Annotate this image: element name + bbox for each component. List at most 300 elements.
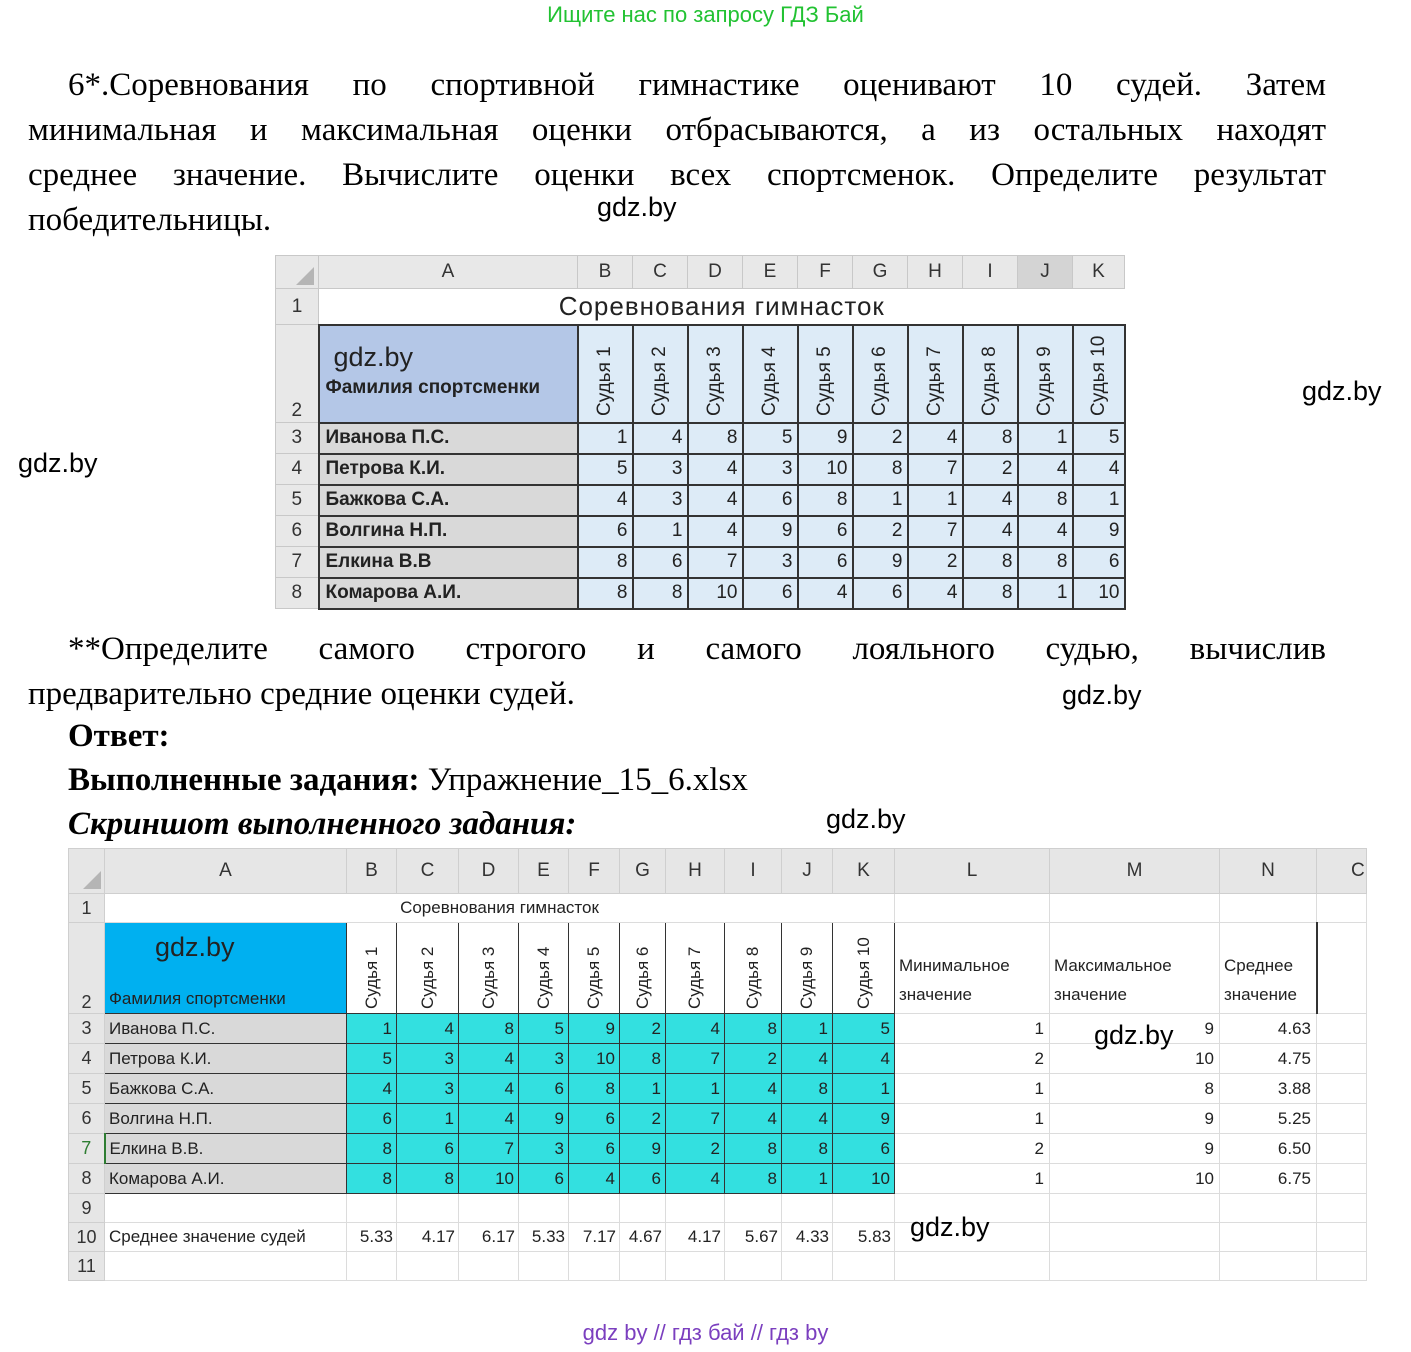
judge-avg-cell: 5.83 xyxy=(833,1223,895,1252)
watermark-3: gdz.by xyxy=(18,448,98,478)
select-all-corner[interactable] xyxy=(276,256,319,289)
score-cell: 9 xyxy=(833,1104,895,1134)
score-cell: 8 xyxy=(578,578,633,609)
empty-cell xyxy=(666,1194,725,1223)
score-cell: 4 xyxy=(459,1104,519,1134)
judge-header-label: Судья 9 xyxy=(1034,345,1055,416)
score-cell: 6 xyxy=(569,1134,620,1164)
empty-cell xyxy=(1317,1134,1367,1164)
column-header-j[interactable]: J xyxy=(1018,256,1073,289)
judge-header-label: Судья 7 xyxy=(924,345,945,416)
row-header: 6 xyxy=(276,516,319,547)
judge-header-label: Судья 9 xyxy=(797,946,816,1009)
judge-header-label: Судья 3 xyxy=(704,345,725,416)
sheet2-athlete-row xyxy=(69,1164,1367,1194)
judge-header-cell xyxy=(908,325,963,423)
score-cell: 6 xyxy=(798,516,853,547)
sheet2-row-11 xyxy=(69,1252,1367,1281)
empty-cell xyxy=(1220,1252,1317,1281)
empty-cell xyxy=(459,1194,519,1223)
task-spreadsheet xyxy=(275,255,1124,612)
avg-cell: 5.25 xyxy=(1220,1104,1317,1134)
score-cell: 9 xyxy=(743,516,798,547)
empty-cell xyxy=(620,1252,666,1281)
row-header: 10 xyxy=(69,1223,105,1252)
athlete-name: Бажкова С.А. xyxy=(319,485,578,516)
corner-triangle-icon xyxy=(81,869,101,889)
min-cell: 1 xyxy=(895,1164,1050,1194)
max-cell: 10 xyxy=(1050,1044,1220,1074)
score-cell: 1 xyxy=(620,1074,666,1104)
empty-cell xyxy=(347,1252,397,1281)
score-cell: 9 xyxy=(1073,516,1125,547)
empty-cell xyxy=(105,1252,347,1281)
score-cell: 2 xyxy=(963,454,1018,485)
judge-header-cell xyxy=(666,923,725,1014)
column-header-f[interactable]: F xyxy=(569,849,620,894)
score-cell: 8 xyxy=(347,1134,397,1164)
max-cell: 9 xyxy=(1050,1134,1220,1164)
empty-cell xyxy=(1317,1223,1367,1252)
score-cell: 2 xyxy=(620,1014,666,1044)
score-cell: 4 xyxy=(459,1044,519,1074)
min-cell: 2 xyxy=(895,1134,1050,1164)
column-header-e[interactable]: E xyxy=(519,849,569,894)
score-cell: 2 xyxy=(853,516,908,547)
task-line-2: минимальная и максимальная оценки отбрасываются, а из остальных находят xyxy=(28,112,1326,148)
empty-cell xyxy=(1317,1074,1367,1104)
judge-header-label: Судья 7 xyxy=(685,946,704,1009)
score-cell: 8 xyxy=(1018,547,1073,578)
judge-avg-cell: 4.67 xyxy=(620,1223,666,1252)
empty-cell xyxy=(1317,1194,1367,1223)
empty-cell xyxy=(397,1252,459,1281)
column-header-n[interactable]: N xyxy=(1220,849,1317,894)
column-header-a[interactable]: A xyxy=(105,849,347,894)
min-cell: 2 xyxy=(895,1044,1050,1074)
score-cell: 1 xyxy=(666,1074,725,1104)
score-cell: 8 xyxy=(459,1014,519,1044)
empty-cell xyxy=(1220,1194,1317,1223)
score-cell: 8 xyxy=(963,423,1018,454)
row-header: 3 xyxy=(69,1014,105,1044)
judge-header-cell xyxy=(569,923,620,1014)
empty-cell xyxy=(666,1252,725,1281)
judge-header-cell xyxy=(519,923,569,1014)
done-line xyxy=(68,762,748,799)
done-file: Упражнение_15_6.xlsx xyxy=(419,762,748,798)
sheet2-row-1 xyxy=(69,894,1367,923)
athlete-name: Иванова П.С. xyxy=(319,423,578,454)
score-cell: 3 xyxy=(633,485,688,516)
score-cell: 3 xyxy=(397,1074,459,1104)
column-header-j[interactable]: J xyxy=(782,849,833,894)
column-header-d[interactable]: D xyxy=(459,849,519,894)
score-cell: 8 xyxy=(347,1164,397,1194)
score-cell: 6 xyxy=(743,578,798,609)
judge-header-label: Судья 3 xyxy=(478,946,498,1009)
task-text xyxy=(28,63,1326,243)
column-header-g[interactable]: G xyxy=(853,256,908,289)
score-cell: 8 xyxy=(782,1134,833,1164)
score-cell: 10 xyxy=(833,1164,895,1194)
score-cell: 3 xyxy=(519,1044,569,1074)
athlete-name: Елкина В.В xyxy=(319,547,578,578)
score-cell: 4 xyxy=(666,1164,725,1194)
score-cell: 1 xyxy=(853,485,908,516)
min-cell: 1 xyxy=(895,1014,1050,1044)
athlete-name: Бажкова С.А. xyxy=(105,1074,347,1104)
sheet2-athlete-row xyxy=(69,1134,1367,1164)
watermark-2: gdz.by xyxy=(1302,376,1382,406)
score-cell: 5 xyxy=(833,1014,895,1044)
score-cell: 1 xyxy=(1018,578,1073,609)
score-cell: 10 xyxy=(1073,578,1125,609)
score-cell: 4 xyxy=(963,485,1018,516)
score-cell: 1 xyxy=(908,485,963,516)
score-cell: 8 xyxy=(798,485,853,516)
score-cell: 5 xyxy=(578,454,633,485)
empty-cell xyxy=(782,1194,833,1223)
empty-cell xyxy=(1317,1164,1367,1194)
score-cell: 6 xyxy=(633,547,688,578)
empty-cell xyxy=(1220,894,1317,923)
column-header-i[interactable]: I xyxy=(725,849,782,894)
watermark-1: gdz.by xyxy=(597,192,677,222)
column-header-c[interactable]: C xyxy=(1317,849,1367,894)
row-header: 1 xyxy=(276,289,319,325)
score-cell: 5 xyxy=(1073,423,1125,454)
score-cell: 4 xyxy=(725,1074,782,1104)
column-header-h[interactable]: H xyxy=(666,849,725,894)
empty-cell xyxy=(725,1252,782,1281)
score-cell: 6 xyxy=(743,485,798,516)
empty-cell xyxy=(569,1194,620,1223)
judge-header-cell xyxy=(688,325,743,423)
screenshot-label: Скриншот выполненного задания: xyxy=(68,806,577,842)
score-cell: 4 xyxy=(908,578,963,609)
score-cell: 4 xyxy=(688,516,743,547)
done-label: Выполненные задания: xyxy=(68,762,420,798)
score-cell: 7 xyxy=(908,454,963,485)
score-cell: 1 xyxy=(397,1104,459,1134)
name-header-cell xyxy=(319,325,578,423)
score-cell: 6 xyxy=(519,1164,569,1194)
score-cell: 8 xyxy=(620,1044,666,1074)
task-line-3: среднее значение. Вычислите оценки всех спортсменок. Определите результат xyxy=(28,157,1326,193)
score-cell: 1 xyxy=(578,423,633,454)
empty-cell xyxy=(725,1194,782,1223)
score-cell: 4 xyxy=(908,423,963,454)
score-cell: 8 xyxy=(397,1164,459,1194)
judge-header-cell xyxy=(397,923,459,1014)
watermark-in-cell: gdz.by xyxy=(333,342,414,372)
extra-line-1: **Определите самого строгого и самого лояльного судью, вычислив xyxy=(68,631,1326,667)
sheet1-athlete-row xyxy=(276,516,1125,547)
score-cell: 4 xyxy=(666,1014,725,1044)
column-header-i[interactable]: I xyxy=(963,256,1018,289)
judge-header-cell xyxy=(963,325,1018,423)
avg-cell: 6.50 xyxy=(1220,1134,1317,1164)
column-header-f[interactable]: F xyxy=(798,256,853,289)
min-cell: 1 xyxy=(895,1104,1050,1134)
empty-cell xyxy=(1317,1104,1367,1134)
column-header-c[interactable]: C xyxy=(397,849,459,894)
score-cell: 5 xyxy=(743,423,798,454)
judge-header-label: Судья 6 xyxy=(869,345,890,416)
row-header: 4 xyxy=(69,1044,105,1074)
empty-cell xyxy=(1220,1223,1317,1252)
score-cell: 8 xyxy=(578,547,633,578)
athlete-name: Волгина Н.П. xyxy=(105,1104,347,1134)
max-cell: 9 xyxy=(1050,1104,1220,1134)
sheet2-title: Соревнования гимнасток xyxy=(105,894,895,923)
footer-links[interactable]: gdz by // гдз бай // гдз by xyxy=(582,1320,829,1345)
extra-line-2: предварительно средние оценки судей. xyxy=(28,676,575,712)
score-cell: 7 xyxy=(908,516,963,547)
watermark-4: gdz.by xyxy=(1062,680,1142,710)
score-cell: 8 xyxy=(725,1164,782,1194)
score-cell: 3 xyxy=(743,547,798,578)
judge-header-label: Судья 10 xyxy=(853,937,873,1009)
column-header-b[interactable]: B xyxy=(347,849,397,894)
empty-cell xyxy=(1050,1252,1220,1281)
top-banner[interactable]: Ищите нас по запросу ГДЗ Бай xyxy=(547,2,864,27)
score-cell: 4 xyxy=(1073,454,1125,485)
sheet2-row-9 xyxy=(69,1194,1367,1223)
judge-avg-cell: 5.33 xyxy=(347,1223,397,1252)
judge-avg-cell: 6.17 xyxy=(459,1223,519,1252)
score-cell: 7 xyxy=(688,547,743,578)
name-header: Фамилия спортсменки xyxy=(109,989,286,1008)
judge-header-label: Судья 2 xyxy=(417,946,437,1009)
answer-label: Ответ: xyxy=(68,718,170,754)
score-cell: 4 xyxy=(633,423,688,454)
sheet1-title: Соревнования гимнасток xyxy=(319,289,1125,325)
stat-header: Минимальное значение xyxy=(895,923,1050,1014)
judge-header-label: Судья 1 xyxy=(594,345,615,416)
judge-header-cell xyxy=(782,923,833,1014)
score-cell: 9 xyxy=(853,547,908,578)
judge-header-cell xyxy=(1018,325,1073,423)
row-header: 8 xyxy=(276,578,319,609)
judge-header-cell xyxy=(833,923,895,1014)
score-cell: 4 xyxy=(578,485,633,516)
empty-cell xyxy=(833,1194,895,1223)
score-cell: 10 xyxy=(798,454,853,485)
score-cell: 8 xyxy=(725,1014,782,1044)
judge-header-cell xyxy=(347,923,397,1014)
score-cell: 4 xyxy=(1018,454,1073,485)
score-cell: 7 xyxy=(666,1104,725,1134)
score-cell: 6 xyxy=(853,578,908,609)
column-header-m[interactable]: M xyxy=(1050,849,1220,894)
corner-triangle-icon xyxy=(294,265,314,285)
athlete-name: Елкина В.В. xyxy=(105,1134,347,1164)
column-header-l[interactable]: L xyxy=(895,849,1050,894)
judge-avg-label: Среднее значение судей xyxy=(105,1223,347,1252)
judge-header-label: Судья 8 xyxy=(979,345,1000,416)
judge-avg-cell: 5.67 xyxy=(725,1223,782,1252)
column-header-b[interactable]: B xyxy=(578,256,633,289)
score-cell: 1 xyxy=(633,516,688,547)
judge-avg-cell: 4.33 xyxy=(782,1223,833,1252)
empty-cell xyxy=(1317,1044,1367,1074)
judge-avg-cell: 4.17 xyxy=(666,1223,725,1252)
score-cell: 10 xyxy=(688,578,743,609)
empty-cell xyxy=(569,1252,620,1281)
empty-cell xyxy=(895,894,1050,923)
empty-cell xyxy=(620,1194,666,1223)
empty-cell xyxy=(1050,1194,1220,1223)
sheet1-row-1 xyxy=(276,289,1125,325)
score-cell: 4 xyxy=(459,1074,519,1104)
score-cell: 8 xyxy=(963,547,1018,578)
judge-header-cell xyxy=(743,325,798,423)
judge-header-cell xyxy=(578,325,633,423)
score-cell: 8 xyxy=(853,454,908,485)
column-header-k[interactable]: K xyxy=(833,849,895,894)
score-cell: 6 xyxy=(347,1104,397,1134)
score-cell: 5 xyxy=(347,1044,397,1074)
judge-header-cell xyxy=(798,325,853,423)
avg-cell: 4.63 xyxy=(1220,1014,1317,1044)
score-cell: 3 xyxy=(633,454,688,485)
row-header: 9 xyxy=(69,1194,105,1223)
judge-header-label: Судья 4 xyxy=(533,946,553,1009)
score-cell: 4 xyxy=(347,1074,397,1104)
score-cell: 3 xyxy=(743,454,798,485)
sheet2-athlete-row xyxy=(69,1104,1367,1134)
score-cell: 9 xyxy=(569,1014,620,1044)
min-cell: 1 xyxy=(895,1074,1050,1104)
athlete-name: Петрова К.И. xyxy=(105,1044,347,1074)
judge-header-label: Судья 5 xyxy=(814,345,835,416)
score-cell: 4 xyxy=(782,1104,833,1134)
score-cell: 4 xyxy=(963,516,1018,547)
empty-cell xyxy=(1050,894,1220,923)
empty-cell xyxy=(782,1252,833,1281)
score-cell: 1 xyxy=(347,1014,397,1044)
empty-cell xyxy=(347,1194,397,1223)
sheet2-column-headers xyxy=(69,849,1367,894)
watermark-in-cell: gdz.by xyxy=(155,932,235,962)
score-cell: 9 xyxy=(798,423,853,454)
score-cell: 8 xyxy=(782,1074,833,1104)
avg-cell: 3.88 xyxy=(1220,1074,1317,1104)
score-cell: 1 xyxy=(1073,485,1125,516)
row-header: 2 xyxy=(276,325,319,423)
sheet1-athlete-row xyxy=(276,454,1125,485)
score-cell: 4 xyxy=(1018,516,1073,547)
score-cell: 1 xyxy=(782,1164,833,1194)
avg-cell: 4.75 xyxy=(1220,1044,1317,1074)
score-cell: 2 xyxy=(666,1134,725,1164)
judge-header-label: Судья 1 xyxy=(361,946,381,1009)
judge-header-label: Судья 2 xyxy=(649,345,670,416)
column-header-a[interactable]: A xyxy=(319,256,578,289)
score-cell: 8 xyxy=(725,1134,782,1164)
column-header-c[interactable]: C xyxy=(633,256,688,289)
sheet1-row-2 xyxy=(276,325,1125,423)
score-cell: 10 xyxy=(459,1164,519,1194)
select-all-corner[interactable] xyxy=(69,849,105,894)
score-cell: 4 xyxy=(798,578,853,609)
sheet1-athlete-row xyxy=(276,578,1125,609)
watermark-7: gdz.by xyxy=(910,1212,990,1242)
empty-cell xyxy=(105,1194,347,1223)
judge-header-cell xyxy=(459,923,519,1014)
max-cell: 8 xyxy=(1050,1074,1220,1104)
judge-header-cell xyxy=(853,325,908,423)
judge-header-cell xyxy=(725,923,782,1014)
row-header: 8 xyxy=(69,1164,105,1194)
sheet1-athlete-row xyxy=(276,547,1125,578)
watermark-5: gdz.by xyxy=(826,804,906,834)
judge-avg-cell: 4.17 xyxy=(397,1223,459,1252)
score-cell: 8 xyxy=(963,578,1018,609)
row-header: 11 xyxy=(69,1252,105,1281)
score-cell: 6 xyxy=(578,516,633,547)
judge-header-cell xyxy=(620,923,666,1014)
score-cell: 2 xyxy=(908,547,963,578)
row-header: 5 xyxy=(69,1074,105,1104)
score-cell: 8 xyxy=(688,423,743,454)
empty-cell xyxy=(1317,1014,1367,1044)
task-line-1: 6*.Соревнования по спортивной гимнастике оценивают 10 судей. Затем xyxy=(68,67,1326,103)
row-header: 2 xyxy=(69,923,105,1014)
judge-header-cell xyxy=(1073,325,1125,423)
score-cell: 6 xyxy=(798,547,853,578)
empty-cell xyxy=(397,1194,459,1223)
empty-cell xyxy=(519,1252,569,1281)
athlete-name: Комарова А.И. xyxy=(319,578,578,609)
column-header-e[interactable]: E xyxy=(743,256,798,289)
row-header: 7 xyxy=(69,1134,105,1164)
score-cell: 10 xyxy=(569,1044,620,1074)
sheet1-column-headers xyxy=(276,256,1125,289)
empty-cell xyxy=(519,1194,569,1223)
answer-spreadsheet xyxy=(68,848,1366,1284)
score-cell: 1 xyxy=(833,1074,895,1104)
column-header-k[interactable]: K xyxy=(1073,256,1125,289)
empty-cell xyxy=(1317,1252,1367,1281)
empty-cell xyxy=(833,1252,895,1281)
score-cell: 2 xyxy=(725,1044,782,1074)
score-cell: 6 xyxy=(1073,547,1125,578)
score-cell: 8 xyxy=(569,1074,620,1104)
avg-cell: 6.75 xyxy=(1220,1164,1317,1194)
column-header-g[interactable]: G xyxy=(620,849,666,894)
score-cell: 4 xyxy=(569,1164,620,1194)
athlete-name: Петрова К.И. xyxy=(319,454,578,485)
score-cell: 6 xyxy=(569,1104,620,1134)
score-cell: 5 xyxy=(519,1014,569,1044)
judge-header-label: Судья 5 xyxy=(584,946,603,1009)
row-header: 6 xyxy=(69,1104,105,1134)
score-cell: 4 xyxy=(688,485,743,516)
empty-cell xyxy=(459,1252,519,1281)
judge-avg-cell: 7.17 xyxy=(569,1223,620,1252)
score-cell: 4 xyxy=(725,1104,782,1134)
athlete-name: Иванова П.С. xyxy=(105,1014,347,1044)
stat-header: Максимальное значение xyxy=(1050,923,1220,1014)
column-header-d[interactable]: D xyxy=(688,256,743,289)
score-cell: 1 xyxy=(1018,423,1073,454)
row-header: 3 xyxy=(276,423,319,454)
column-header-h[interactable]: H xyxy=(908,256,963,289)
score-cell: 8 xyxy=(633,578,688,609)
